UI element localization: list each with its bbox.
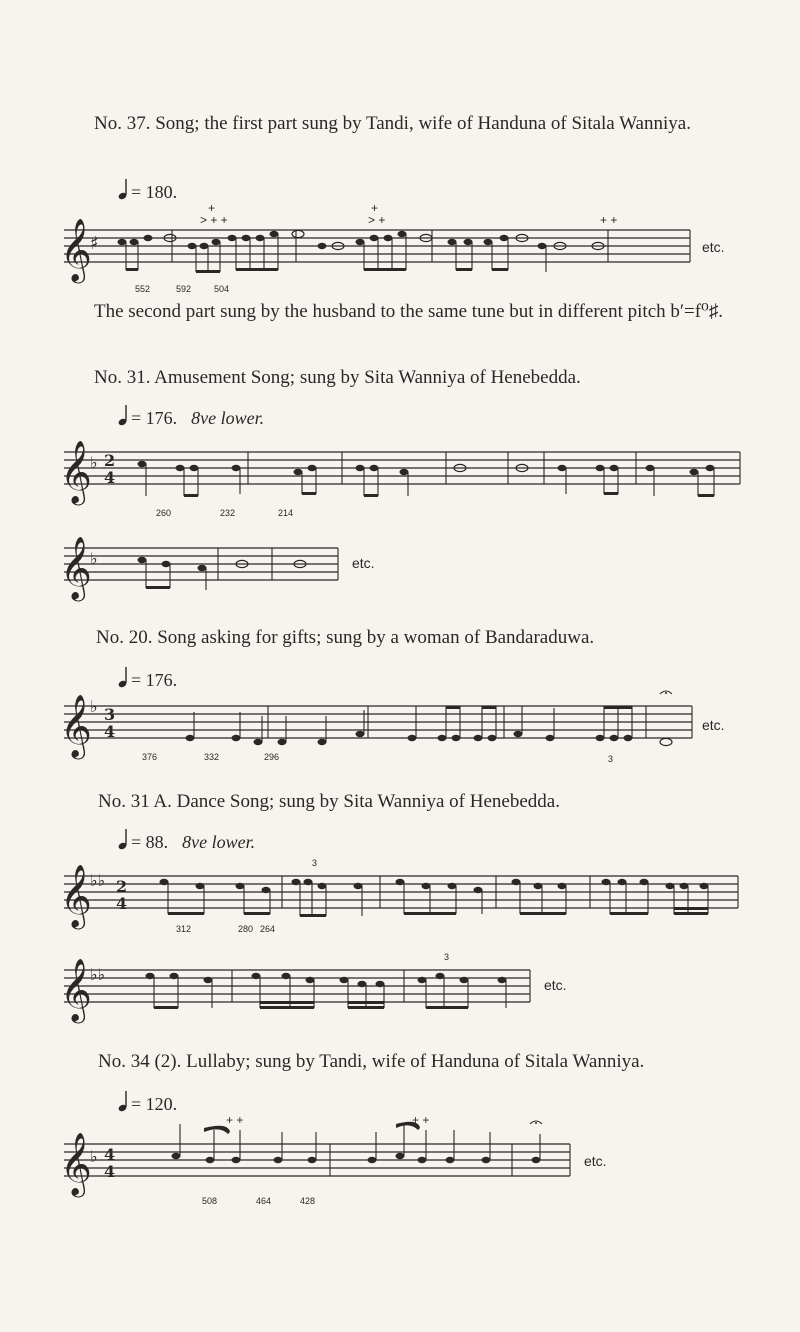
time-signature-bottom: 4	[104, 722, 116, 741]
flat-icon: ♭♭	[90, 871, 106, 890]
ref-number: 312	[176, 924, 192, 934]
accent-mark: +	[371, 201, 379, 215]
ref-number: 232	[220, 508, 236, 518]
ref-number: 296	[264, 752, 280, 762]
treble-clef-icon: 𝄞	[60, 440, 92, 503]
time-signature-top: 2	[116, 877, 128, 896]
accent-mark: + +	[600, 213, 618, 227]
tempo-value: = 176.	[131, 408, 178, 428]
ref-number: 3	[608, 754, 614, 764]
triplet-mark: 3	[312, 858, 318, 868]
flat-icon: ♭	[90, 549, 98, 568]
treble-clef-icon: 𝄞	[60, 218, 92, 281]
octave-indication: 8ve lower.	[191, 408, 265, 428]
ref-number: 508	[202, 1196, 218, 1206]
etc-label: etc.	[584, 1153, 607, 1169]
triplet-mark: 3	[444, 952, 450, 962]
treble-clef-icon: 𝄞	[60, 536, 92, 599]
time-signature-top: 3	[104, 705, 116, 724]
accent-mark: +	[208, 201, 216, 215]
time-signature-top: 2	[104, 451, 116, 470]
music-staff-31a-line1	[60, 852, 760, 942]
ref-number: 504	[214, 284, 230, 294]
music-staff-31-line1	[60, 428, 760, 528]
ref-number: 332	[204, 752, 220, 762]
tempo-value: = 180.	[131, 182, 178, 202]
octave-indication: 8ve lower.	[182, 832, 256, 852]
ref-number: 280	[238, 924, 254, 934]
song-heading-34: No. 34 (2). Lullaby; sung by Tandi, wife of Handuna of Sitala Wanniya.	[98, 1051, 645, 1072]
quarter-note-icon	[118, 666, 128, 693]
music-staff-37	[60, 200, 800, 310]
music-staff-20	[60, 690, 800, 780]
ref-number: 592	[176, 284, 192, 294]
flat-icon: ♭	[90, 453, 98, 472]
etc-label: etc.	[702, 717, 725, 733]
song-heading-37: No. 37. Song; the first part sung by Tandi, wife of Handuna of Sitala Wanniya.	[94, 113, 691, 134]
time-signature-bottom: 4	[116, 894, 128, 913]
accent-mark: > + +	[200, 213, 228, 227]
treble-clef-icon: 𝄞	[60, 1132, 92, 1195]
tempo-value: = 88.	[131, 832, 169, 852]
time-signature-top: 4	[104, 1145, 116, 1164]
treble-clef-icon: 𝄞	[60, 694, 92, 757]
etc-label: etc.	[544, 977, 567, 993]
ref-number: 260	[156, 508, 172, 518]
tempo-marking-31	[118, 404, 264, 431]
etc-label: etc.	[352, 555, 375, 571]
music-staff-34	[60, 1110, 740, 1220]
accent-mark: > +	[368, 213, 386, 227]
etc-label: etc.	[702, 239, 725, 255]
ref-number: 464	[256, 1196, 272, 1206]
song-note-37: The second part sung by the husband to the same tune but in different pitch b′=f⁰♯.	[94, 301, 723, 322]
accent-mark: + +	[412, 1113, 430, 1127]
ref-number: 376	[142, 752, 158, 762]
flat-icon: ♭	[90, 697, 98, 716]
quarter-note-icon	[118, 828, 128, 855]
time-signature-bottom: 4	[104, 1162, 116, 1181]
accent-mark: + +	[226, 1113, 244, 1127]
flat-icon: ♭♭	[90, 965, 106, 984]
tempo-value: = 176.	[131, 670, 178, 690]
time-signature-bottom: 4	[104, 468, 116, 487]
treble-clef-icon: 𝄞	[60, 864, 92, 927]
treble-clef-icon: 𝄞	[60, 958, 92, 1021]
ref-number: 552	[135, 284, 151, 294]
song-heading-20: No. 20. Song asking for gifts; sung by a woman of Bandaraduwa.	[96, 627, 595, 648]
tempo-value: = 120.	[131, 1094, 178, 1114]
flat-icon: ♭	[90, 1147, 98, 1166]
tempo-marking-31a	[118, 828, 255, 855]
ref-number: 428	[300, 1196, 316, 1206]
song-heading-31a: No. 31 A. Dance Song; sung by Sita Wanniya of Henebedda.	[98, 791, 560, 812]
music-staff-31a-line2	[60, 946, 660, 1036]
sharp-icon: ♯	[90, 233, 99, 254]
tempo-marking-20	[118, 666, 177, 693]
quarter-note-icon	[118, 404, 128, 431]
ref-number: 264	[260, 924, 276, 934]
music-staff-31-line2	[60, 524, 460, 604]
song-heading-31: No. 31. Amusement Song; sung by Sita Wanniya of Henebedda.	[94, 367, 581, 388]
ref-number: 214	[278, 508, 294, 518]
